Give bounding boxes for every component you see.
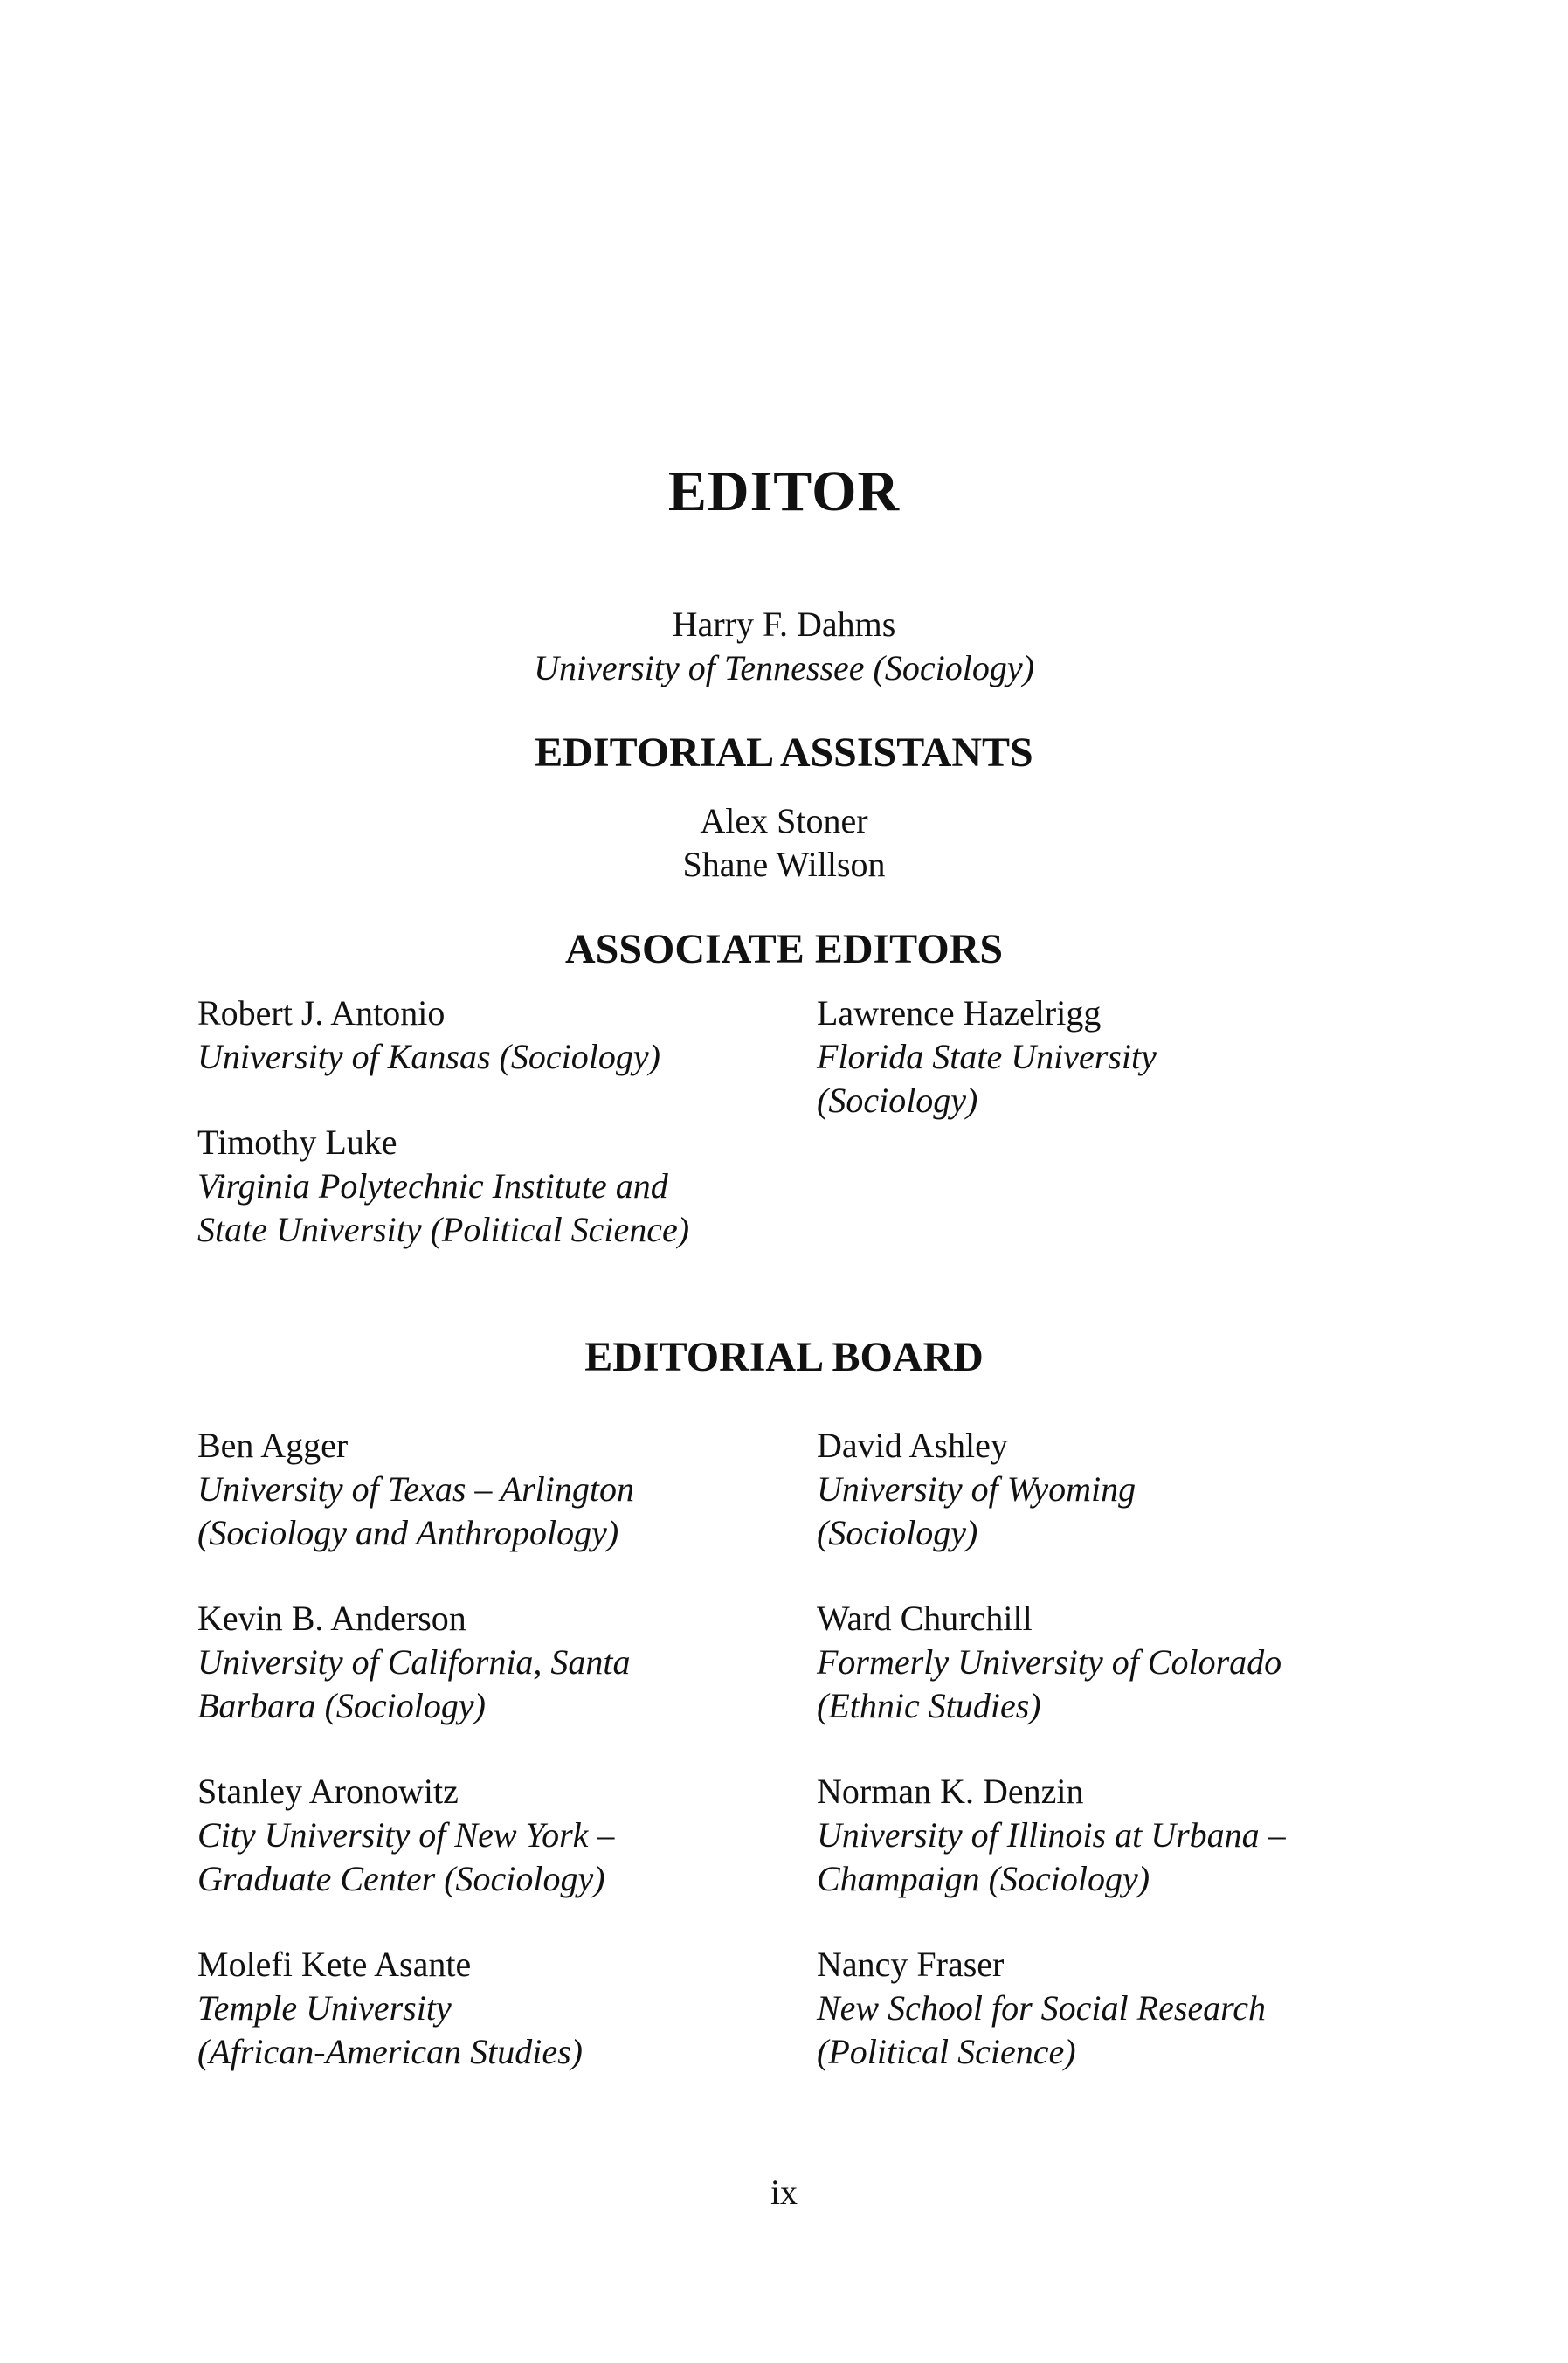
person-affiliation: Virginia Polytechnic Institute and [197,1166,668,1206]
person-name: Norman K. Denzin [817,1772,1084,1811]
person-affiliation: New School for Social Research [817,1988,1266,2028]
person-name: Nancy Fraser [817,1945,1005,1984]
person-name: Ben Agger [197,1426,349,1465]
person-name: Timothy Luke [197,1123,397,1162]
person-affiliation: City University of New York – [197,1815,615,1855]
person-name: Molefi Kete Asante [197,1945,472,1984]
associate-editor-entry [197,1121,689,1252]
assistant-name: Shane Willson [682,845,886,884]
board-member-entry [197,1424,634,1555]
person-affiliation: University of Illinois at Urbana – [817,1815,1286,1855]
person-name: Kevin B. Anderson [197,1599,466,1638]
person-name: Ward Churchill [817,1599,1033,1638]
board-member-entry [197,1943,583,2074]
editor-name: Harry F. Dahms [672,605,896,644]
person-affiliation: (African-American Studies) [197,2032,583,2071]
associate-editors-heading: ASSOCIATE EDITORS [564,926,1004,972]
board-member-entry [817,1770,1286,1901]
person-name: David Ashley [817,1426,1008,1465]
person-affiliation: (Sociology and Anthropology) [197,1513,619,1552]
associate-editor-entry [197,991,660,1079]
board-member-entry [817,1424,1136,1555]
person-affiliation: Florida State University [817,1037,1157,1076]
board-member-entry [817,1597,1281,1728]
person-affiliation: Graduate Center (Sociology) [197,1859,605,1898]
person-affiliation: University of Wyoming [817,1469,1136,1509]
person-affiliation: University of California, Santa [197,1642,631,1682]
editor-affiliation: University of Tennessee (Sociology) [534,648,1034,687]
associate-editor-entry [817,991,1157,1123]
person-affiliation: University of Kansas (Sociology) [197,1037,660,1076]
person-affiliation: Formerly University of Colorado [817,1642,1282,1682]
assistant-name: Alex Stoner [700,801,868,840]
editorial-board-heading: EDITORIAL BOARD [584,1334,984,1380]
person-affiliation: Champaign (Sociology) [817,1859,1150,1898]
board-member-entry [817,1943,1266,2074]
board-member-entry [197,1770,614,1901]
page-number: ix [770,2173,798,2212]
person-affiliation: (Sociology) [817,1513,978,1552]
editorial-assistants-heading: EDITORIAL ASSISTANTS [535,729,1033,776]
person-affiliation: (Sociology) [817,1081,978,1120]
person-affiliation: University of Texas – Arlington [197,1469,634,1509]
person-name: Robert J. Antonio [197,993,446,1033]
person-name: Lawrence Hazelrigg [817,993,1102,1033]
board-member-entry [197,1597,631,1728]
person-affiliation: Barbara (Sociology) [197,1686,486,1725]
person-name: Stanley Aronowitz [197,1772,459,1811]
person-affiliation: (Political Science) [817,2032,1076,2071]
editor-heading: EDITOR [667,459,901,523]
person-affiliation: State University (Political Science) [197,1210,690,1249]
person-affiliation: (Ethnic Studies) [817,1686,1041,1725]
person-affiliation: Temple University [197,1988,452,2028]
